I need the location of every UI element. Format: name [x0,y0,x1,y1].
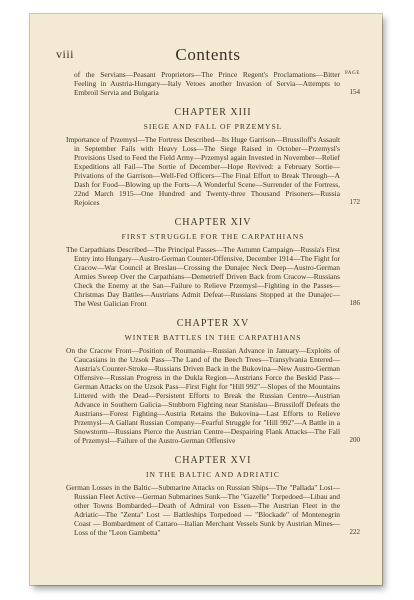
toc-entry-chapter-15 [66,346,360,445]
page-number: viii [56,47,75,61]
toc-entry-chapter-13 [66,135,360,207]
chapter-heading: CHAPTER XIII [174,107,252,118]
page-title: Contents [175,45,241,64]
toc-entry-intro [66,70,360,97]
toc-page-number: 200 [349,436,360,444]
toc-entry-chapter-16 [66,483,360,537]
toc-page-number: 172 [349,198,360,206]
toc-entry-text: German Losses in the Baltic—Submarine Attacks on Russian Ships—The "Pallada" Lost—Russian Fleet Active—German Submarines Sunk—The "Gazelle" Torpedoed—Libau and other Towns Bombarded—Death of Admiral von Essen—The Austrian Fleet in the Adriatic—The "Zenta" Lost — Battleships Torpedoed — "Blockade" of Montenegrin Coast — Bombardment of Cattaro—Italian Merchant Vessels Sunk by Austrian Mines—Loss of the "Leon Gambetta" [66,483,340,537]
chapter-subtitle: IN THE BALTIC AND ADRIATIC [145,470,280,479]
toc-entry-chapter-14 [66,245,360,308]
page-column-label: PAGE [345,71,360,76]
page-header [56,45,360,76]
contents-body [66,70,360,537]
chapter-subtitle: WINTER BATTLES IN THE CARPATHIANS [124,333,302,342]
chapter-subtitle: SIEGE AND FALL OF PRZEMYSL [143,122,283,131]
toc-page-number: 186 [349,299,360,307]
toc-entry-text: Importance of Przemysl—The Fortress Described—Its Huge Garrison—Brussiloff's Assault in September Fails with Heavy Loss—The Siege Raised in October—Przemysl's Provisions Used to Feed the Field Army—Przemysl again Invested in November—Relief Expeditions all Fail—The Sortie of December—Hope Revived: a February Sortie—Privations of the Garrison—Well-Fed Officers—The Final Effort to Break Through—A Dash for Food—Blowing up the Forts—A Wonderful Scene—Surrender of the Fortress, 22nd March 1915—One Hundred and Twenty-three Thousand Prisoners—Russia Rejoices [66,135,340,207]
chapter-heading: CHAPTER XV [176,318,250,329]
toc-entry-text: of the Servians—Peasant Proprietors—The Prince Regent's Proclamations—Bitter Feeling in Austria-Hungary—Italy Vetoes another Invasion of Servia—Attempts to Embroil Servia and Bulgaria [74,70,340,97]
book-page [30,14,382,585]
toc-page-number: 222 [349,528,360,536]
toc-entry-text: The Carpathians Described—The Principal Passes—The Autumn Campaign—Russia's First Entry into Hungary—Austro-German Counter-Offensive, December 1914—The Fight for Cracow—War Council at Breslau—Crossing the Dunajec Neck Deep—Austro-German Armies Sweep Over the Carpathians—Demetrieff Driven Back from Cracow—Russians Check the Enemy at the San—Failure to Relieve Przemysl—Fighting in the Passes—Christmas Day Battles—Austrians Admit Defeat—Russians Stopped at the Dunajec—The West Galician Front [66,245,340,308]
chapter-heading: CHAPTER XIV [174,217,252,228]
toc-entry-text: On the Cracow Front—Position of Roumania—Russian Advance in January—Exploits of Caucasians in the Uzsok Pass—The Land of the Beech Trees—Transylvania Entered—Austria's Counter-Stroke—Russians Driven Back in the Bukovina—New Austro-German Offensive—Russian Progress in the Dukla Region—Austrians Force the Beskid Pass—German Attacks on the Uzsok Pass—First Fight for "Hill 992"—Slopes of the Mountains Littered with the Dead—Persistent Efforts to Break the Russian Centre—Austrian Advance in Southern Galicia—Stubborn Fighting near Stanislau—Brussiloff Defeats the Austrians—Forest Fighting—Austria Retains the Bukovina—Last Efforts to Relieve Przemysl—A Gallant Russian Company—Fearful Struggle for "Hill 992"—A Battle in a Snowstorm—Russians Pierce the Austrian Centre—Despairing Flank Attacks—The Fall of Przemysl—Failure of the Austro-German Offensive [66,346,340,445]
chapter-subtitle: FIRST STRUGGLE FOR THE CARPATHIANS [121,232,305,241]
toc-page-number: 154 [349,88,360,96]
chapter-heading: CHAPTER XVI [174,455,252,466]
